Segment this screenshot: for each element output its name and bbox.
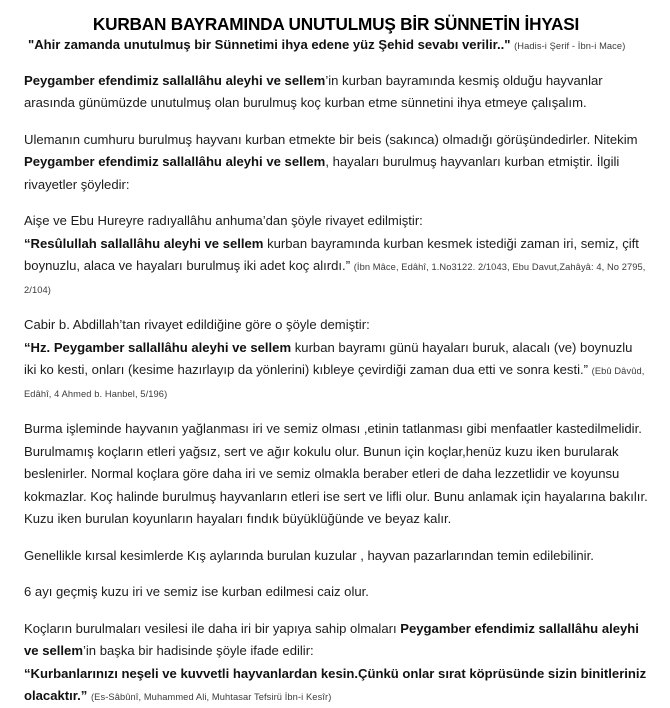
paragraph-aise-lead: Aişe ve Ebu Hureyre radıyallâhu anhuma’dan şöyle rivayet edilmiştir: — [24, 213, 423, 229]
paragraph-intro-rest: ’in kurban bayramında kesmiş olduğu hayvanlar arasında günümüzde unutulmuş olan burulmuş koç kurban etme sünnetini ihya etmeye çalışalım. — [24, 72, 603, 111]
opening-hadith-text: "Ahir zamanda unutulmuş bir Sünnetimi ihya edene yüz Şehid sevabı verilir.." — [28, 36, 511, 52]
paragraph-ulema-bold: Peygamber efendimiz sallallâhu aleyhi ve sellem — [24, 154, 326, 170]
paragraph-kirsal: Genellikle kırsal kesimlerde Kış aylarında burulan kuzular , hayvan pazarlarından temin edilebilinir. — [24, 547, 594, 563]
paragraph-koclarin-post: ’in başka bir hadisinde şöyle ifade edilir: — [82, 643, 314, 659]
paragraph-cabir-lead: Cabir b. Abdillah’tan rivayet edildiğine göre o şöyle demiştir: — [24, 317, 370, 333]
quote-resulullah-bold: “Resûlullah sallallâhu aleyhi ve sellem — [24, 235, 264, 251]
paragraph-ulema-post: , hayaları burulmuş hayvanları kurban etmiştir. İlgili rivayetler şöyledir: — [24, 154, 620, 192]
quote-resulullah — [24, 233, 648, 301]
paragraph-koclarin-bold: Peygamber efendimiz sallallâhu aleyhi ve sellem — [24, 620, 639, 659]
quote-resulullah-citation: (İbn Mâce, Edâhî, 1.No3122. 2/1043, Ebu Davut,Zahâyâ: 4, No 2795, 2/104) — [24, 262, 646, 295]
paragraph-ulema — [24, 129, 648, 197]
quote-resulullah-rest: kurban bayramında kurban kesmek istediği zaman iri, semiz, çift boynuzlu, alaca ve hayaları burulmuş iki adet koç alırdı.” — [24, 235, 639, 274]
quote-cabir-bold: “Hz. Peygamber sallallâhu aleyhi ve sellem — [24, 339, 292, 355]
opening-hadith — [24, 35, 648, 56]
paragraph-burma: Burma işleminde hayvanın yağlanması iri ve semiz olması ,etinin tatlanması gibi menfaatler kastedilmelidir. Burulmamış koçların etleri yağsız, sert ve ağır kokulu olur. Bunun için koçlar,henüz kuzu iken burularak beslenirler. Normal koçlara göre daha iri ve semiz olmakla beraber etleri de daha lezzetlidir ve koyunsu kokmazlar. Koç halinde burulmuş hayvanların etleri ise sert ve lifli olur. Bunu anlamak için hayalarına bakılır. Kuzu iken burulan koyunların hayaları fındık büyüklüğünde ve beyaz kalır. — [24, 421, 648, 527]
paragraph-koclarin — [24, 618, 648, 663]
paragraph-intro-bold: Peygamber efendimiz sallallâhu aleyhi ve sellem — [24, 72, 326, 88]
paragraph-intro — [24, 70, 648, 115]
quote-cabir-citation: (Ebû Dâvûd, Edâhî, 4 Ahmed b. Hanbel, 5/196) — [24, 366, 645, 399]
quote-cabir — [24, 337, 648, 405]
quote-cabir-rest: kurban bayramı günü hayaları buruk, alacalı (ve) boynuzlu iki ko kesti, onları (kesime hazırlayıp da yönlerini) kıbleye çevirdiği zaman dua etti ve sonra kesti.” — [24, 339, 633, 378]
opening-hadith-citation: (Hadis-i Şerif - İbn-i Mace) — [514, 40, 626, 51]
quote-final-bold: “Kurbanlarınızı neşeli ve kuvvetli hayvanlardan kesin.Çünkü onlar sırat köprüsünde sizin binitleriniz olacaktır.” — [24, 665, 647, 704]
paragraph-alti-ay: 6 ayı geçmiş kuzu iri ve semiz ise kurban edilmesi caiz olur. — [24, 584, 369, 600]
quote-final-citation: (Es-Sâbûnî, Muhammed Ali, Muhtasar Tefsirü İbn-i Kesîr) — [90, 692, 332, 703]
quote-final — [24, 663, 648, 708]
page-title: KURBAN BAYRAMINDA UNUTULMUŞ BİR SÜNNETİN İHYASI — [92, 14, 580, 34]
paragraph-ulema-pre: Ulemanın cumhuru burulmuş hayvanı kurban etmekte bir beis (sakınca) olmadığı görüşündedirler. Nitekim — [24, 131, 638, 147]
paragraph-koclarin-pre: Koçların burulmaları vesilesi ile daha iri bir yapıya sahip olmaları — [24, 620, 401, 636]
